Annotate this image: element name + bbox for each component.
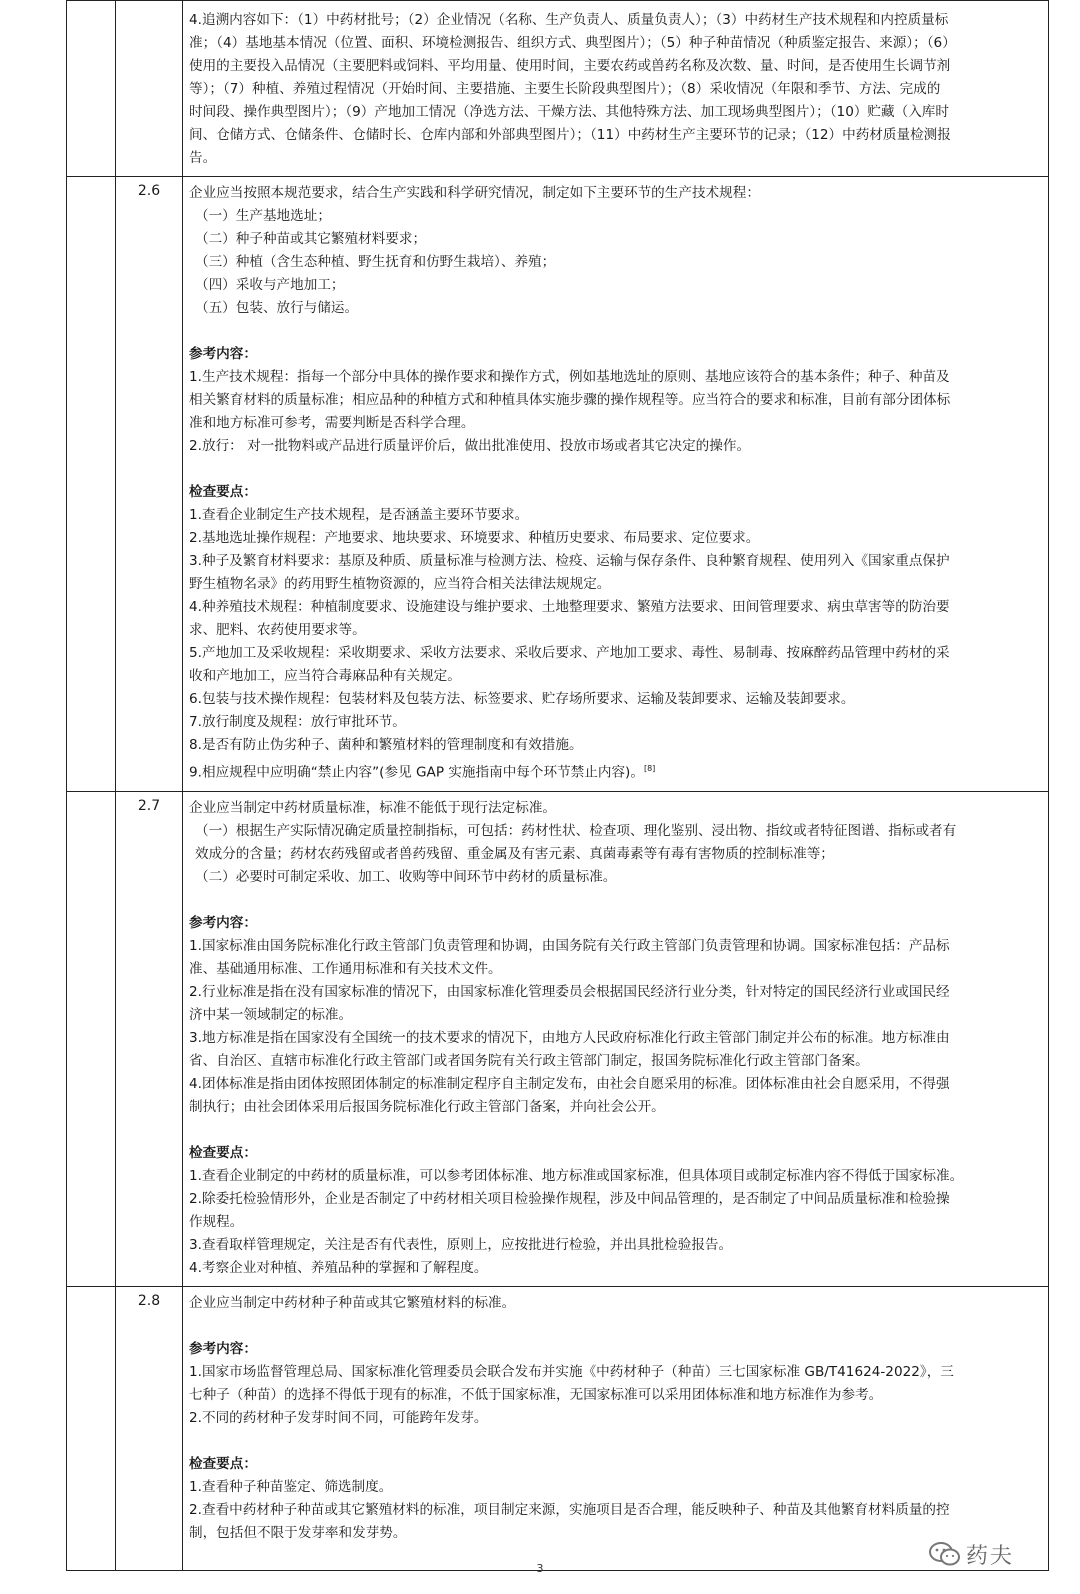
requirement-list bbox=[189, 205, 1042, 320]
text-line: 等）；（7）种植、养殖过程情况（开始时间、主要措施、主要生长阶段典型图片）；（8）采收情况（年限和季节、方法、完成的 bbox=[189, 81, 941, 97]
text-line: 2.基地选址操作规程：产地要求、地块要求、环境要求、种植历史要求、布局要求、定位要求。 bbox=[189, 530, 760, 546]
text-line: 1.查看种子种苗鉴定、筛选制度。 bbox=[189, 1478, 393, 1495]
content-cell bbox=[183, 791, 1049, 1286]
empty-cell bbox=[67, 177, 116, 792]
section-intro: 企业应当制定中药材质量标准，标准不能低于现行法定标准。 bbox=[189, 799, 557, 816]
checkpoint-heading: 检查要点： bbox=[189, 1144, 257, 1161]
text-line: 1.查看企业制定生产技术规程，是否涵盖主要环节要求。 bbox=[189, 507, 529, 523]
empty-cell bbox=[67, 791, 116, 1286]
checkpoint-heading: 检查要点： bbox=[189, 484, 257, 500]
text-line: 制，包括但不限于发芽率和发芽势。 bbox=[189, 1524, 407, 1541]
reference-text bbox=[189, 935, 1042, 1119]
page-number: 3 bbox=[536, 1562, 544, 1575]
text-line: （二）种子种苗或其它繁殖材料要求； bbox=[195, 231, 427, 247]
empty-cell bbox=[67, 1286, 116, 1570]
content-cell bbox=[183, 1286, 1049, 1570]
text-line: （三）种植（含生态种植、野生抚育和仿野生栽培）、养殖； bbox=[195, 254, 556, 270]
checkpoint-heading: 检查要点： bbox=[189, 1455, 257, 1472]
section-intro: 企业应当按照本规范要求，结合生产实践和科学研究情况，制定如下主要环节的生产技术规程： bbox=[189, 185, 760, 201]
table-row-2-7 bbox=[67, 791, 1049, 1286]
text-line: （二）必要时可制定采收、加工、收购等中间环节中药材的质量标准。 bbox=[195, 868, 617, 885]
text-line: 作规程。 bbox=[189, 1213, 244, 1230]
text-line: （五）包装、放行与储运。 bbox=[195, 300, 359, 316]
text-line: 7.放行制度及规程：放行审批环节。 bbox=[189, 714, 406, 730]
table-row-2-6 bbox=[67, 177, 1049, 792]
top-continuation-text bbox=[189, 9, 1042, 170]
text-line: 3.种子及繁育材料要求：基原及种质、质量标准与检测方法、检疫、运输与保存条件、良种繁育规程、使用列入《国家重点保护 bbox=[189, 553, 950, 569]
table-row-2-8 bbox=[67, 1286, 1049, 1570]
reference-heading: 参考内容： bbox=[189, 346, 257, 362]
text-line: 4.追溯内容如下：（1）中药材批号；（2）企业情况（名称、生产负责人、质量负责人）；（3）中药材生产技术规程和内控质量标 bbox=[189, 12, 949, 28]
text-line: 相关繁育材料的质量标准；相应品种的种植方式和种植具体实施步骤的操作规程等。应当符合的要求和标准，目前有部分团体标 bbox=[189, 392, 951, 408]
section-intro: 企业应当制定中药材种子种苗或其它繁殖材料的标准。 bbox=[189, 1294, 516, 1311]
text-line: （四）采收与产地加工； bbox=[195, 277, 345, 293]
text-line: 4.种养殖技术规程：种植制度要求、设施建设与维护要求、土地整理要求、繁殖方法要求、田间管理要求、病虫草害等的防治要 bbox=[189, 599, 950, 615]
text-line: 准、基础通用标准、工作通用标准和有关技术文件。 bbox=[189, 960, 502, 977]
text-line: 准和地方标准可参考，需要判断是否科学合理。 bbox=[189, 415, 475, 431]
text-line: 求、肥料、农药使用要求等。 bbox=[189, 622, 366, 638]
text-line: 2.放行： 对一批物料或产品进行质量评价后，做出批准使用、投放市场或者其它决定的操作。 bbox=[189, 438, 751, 454]
text-line: （一）根据生产实际情况确定质量控制指标，可包括：药材性状、检查项、理化鉴别、浸出物、指纹或者特征图谱、指标或者有 bbox=[195, 822, 957, 839]
text-line: 6.包装与技术操作规程：包装材料及包装方法、标签要求、贮存场所要求、运输及装卸要求、运输及装卸要求。 bbox=[189, 691, 855, 707]
text-line: 4.考察企业对种植、养殖品种的掌握和了解程度。 bbox=[189, 1259, 488, 1276]
text-line: 2.行业标准是指在没有国家标准的情况下，由国家标准化管理委员会根据国民经济行业分类，针对特定的国民经济行业或国民经 bbox=[189, 983, 950, 1000]
text-line: 1.查看企业制定的中药材的质量标准，可以参考团体标准、地方标准或国家标准，但具体项目或制定标准内容不得低于国家标准。 bbox=[189, 1167, 964, 1184]
text-line: 制执行；由社会团体采用后报国务院标准化行政主管部门备案，并向社会公开。 bbox=[189, 1098, 665, 1115]
text-line: 3.查看取样管理规定，关注是否有代表性，原则上，应按批进行检验，并出具批检验报告。 bbox=[189, 1236, 733, 1253]
watermark bbox=[928, 1538, 1014, 1570]
text-line: 1.国家标准由国务院标准化行政主管部门负责管理和协调，由国务院有关行政主管部门负责管理和协调。国家标准包括：产品标 bbox=[189, 937, 950, 954]
section-number-cell bbox=[116, 1, 183, 177]
checkpoint-last-text: 9.相应规程中应明确“禁止内容”(参见 GAP 实施指南中每个环节禁止内容)。 bbox=[189, 764, 644, 781]
empty-cell bbox=[67, 1, 116, 177]
text-line: 七种子（种苗）的选择不得低于现有的标准，不低于国家标准，无国家标准可以采用团体标准和地方标准作为参考。 bbox=[189, 1386, 883, 1403]
section-number: 2.6 bbox=[116, 177, 183, 792]
text-line: 使用的主要投入品情况（主要肥料或饲料、平均用量、使用时间，主要农药或兽药名称及次数、量、时间，是否使用生长调节剂 bbox=[189, 58, 951, 74]
checkpoint-last-item bbox=[189, 757, 1042, 785]
reference-text bbox=[189, 1361, 1042, 1430]
section-number: 2.7 bbox=[116, 791, 183, 1286]
reference-heading: 参考内容： bbox=[189, 914, 257, 931]
citation-ref: [8] bbox=[643, 764, 656, 773]
table-row-top bbox=[67, 1, 1049, 177]
content-cell bbox=[183, 1, 1049, 177]
text-line: 准；（4）基地基本情况（位置、面积、环境检测报告、组织方式、典型图片）；（5）种子种苗情况（种质鉴定报告、来源）；（6） bbox=[189, 35, 956, 51]
text-line: 效成分的含量；药材农药残留或者兽药残留、重金属及有害元素、真菌毒素等有毒有害物质的控制标准等； bbox=[195, 845, 834, 862]
section-number: 2.8 bbox=[116, 1286, 183, 1570]
text-line: 1.国家市场监督管理总局、国家标准化管理委员会联合发布并实施《中药材种子（种苗）三七国家标准 GB/T41624-2022》，三 bbox=[189, 1363, 954, 1380]
checkpoint-text bbox=[189, 1165, 1042, 1280]
text-line: 收和产地加工，应当符合毒麻品种有关规定。 bbox=[189, 668, 461, 684]
text-line: 间、仓储方式、仓储条件、仓储时长、仓库内部和外部典型图片）；（11）中药材生产主要环节的记录；（12）中药材质量检测报 bbox=[189, 127, 951, 143]
text-line: 济中某一领域制定的标准。 bbox=[189, 1006, 353, 1023]
wechat-icon bbox=[928, 1540, 962, 1568]
requirement-list bbox=[189, 820, 1042, 889]
text-line: 4.团体标准是指由团体按照团体制定的标准制定程序自主制定发布，由社会自愿采用的标准。团体标准由社会自愿采用，不得强 bbox=[189, 1075, 950, 1092]
text-line: 3.地方标准是指在国家没有全国统一的技术要求的情况下，由地方人民政府标准化行政主管部门制定并公布的标准。地方标准由 bbox=[189, 1029, 950, 1046]
text-line: 告。 bbox=[189, 150, 217, 166]
text-line: （一）生产基地选址； bbox=[195, 208, 331, 224]
text-line: 省、自治区、直辖市标准化行政主管部门或者国务院有关行政主管部门制定，报国务院标准化行政主管部门备案。 bbox=[189, 1052, 869, 1069]
text-line: 8.是否有防止伪劣种子、菌种和繁殖材料的管理制度和有效措施。 bbox=[189, 737, 583, 753]
spec-table bbox=[66, 0, 1049, 1571]
text-line: 2.不同的药材种子发芽时间不同，可能跨年发芽。 bbox=[189, 1409, 488, 1426]
text-line: 2.除委托检验情形外，企业是否制定了中药材相关项目检验操作规程，涉及中间品管理的，是否制定了中间品质量标准和检验操 bbox=[189, 1190, 950, 1207]
checkpoint-text bbox=[189, 1476, 1042, 1545]
text-line: 时间段、操作典型图片）；（9）产地加工情况（净选方法、干燥方法、其他特殊方法、加工现场典型图片）；（10）贮藏（入库时 bbox=[189, 104, 949, 120]
reference-heading: 参考内容： bbox=[189, 1340, 257, 1357]
text-line: 1.生产技术规程：指每一个部分中具体的操作要求和操作方式，例如基地选址的原则、基地应该符合的基本条件；种子、种苗及 bbox=[189, 369, 950, 385]
checkpoint-text bbox=[189, 504, 1042, 757]
text-line: 野生植物名录》的药用野生植物资源的，应当符合相关法律法规规定。 bbox=[189, 576, 611, 592]
text-line: 2.查看中药材种子种苗或其它繁殖材料的标准，项目制定来源，实施项目是否合理，能反映种子、种苗及其他繁育材料质量的控 bbox=[189, 1501, 950, 1518]
content-cell bbox=[183, 177, 1049, 792]
reference-text bbox=[189, 366, 1042, 458]
watermark-text: 药夫 bbox=[966, 1543, 1015, 1569]
text-line: 5.产地加工及采收规程：采收期要求、采收方法要求、采收后要求、产地加工要求、毒性、易制毒、按麻醉药品管理中药材的采 bbox=[189, 645, 950, 661]
